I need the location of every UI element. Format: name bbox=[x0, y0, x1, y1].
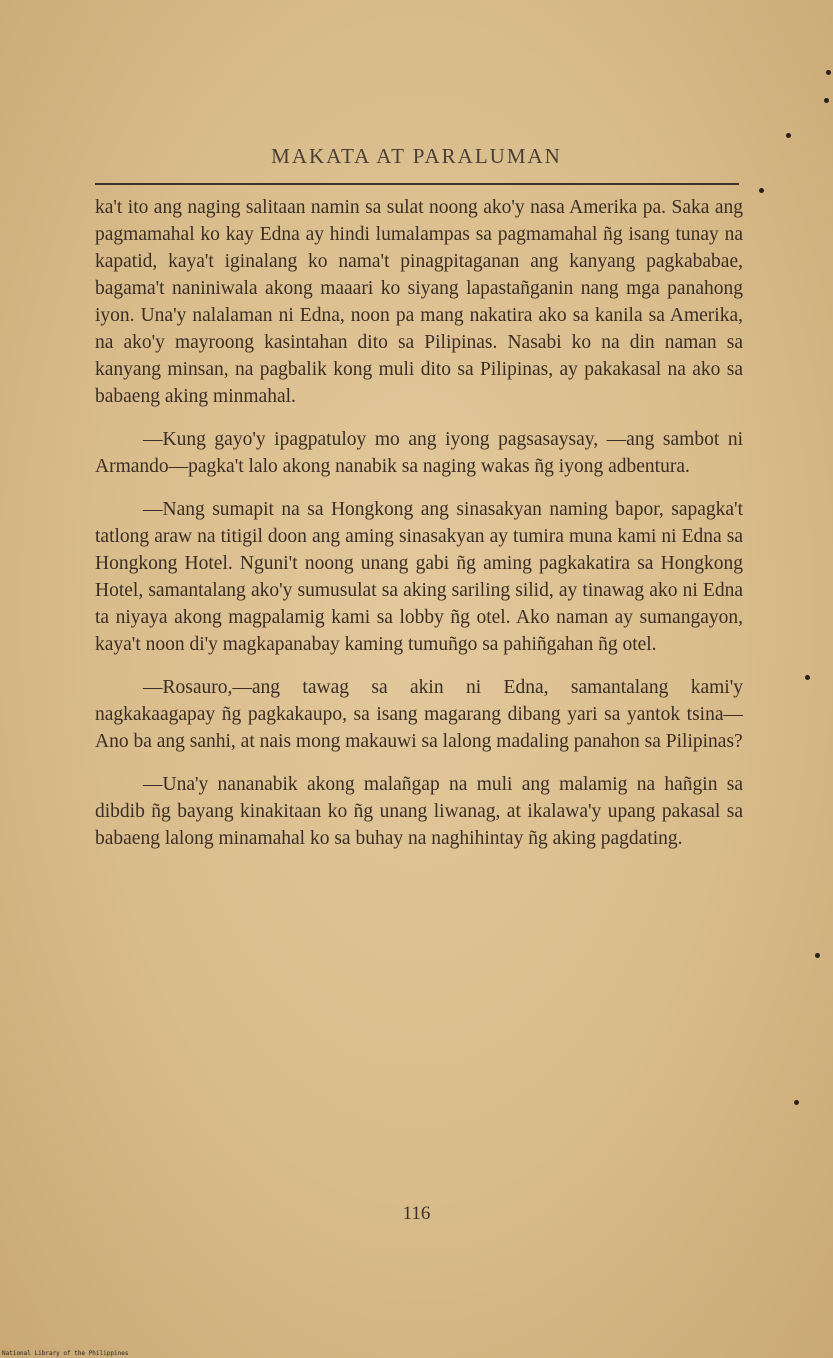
page-number: 116 bbox=[402, 1203, 431, 1224]
scan-speck bbox=[794, 1100, 799, 1105]
page-body bbox=[95, 194, 743, 868]
paragraph-1: ka't ito ang naging salitaan namin sa sulat noong ako'y nasa Amerika pa. Saka ang pagmamahal ko kay Edna ay hindi lumalampas sa pagmamahal ñg isang tunay na kapatid, kaya't iginalang ko nama't pinagpitaganan ang kanyang pagkababae, bagama't naniniwala akong maaari ko siyang lapastañganin nang mga panahong iyon. Una'y nalalaman ni Edna, noon pa mang nakatira ako sa kanila sa Amerika, na ako'y mayroong kasintahan dito sa Pilipinas. Nasabi ko na din naman sa kanyang minsan, na pagbalik kong muli dito sa Pilipinas, ay pakakasal na ako sa babaeng aking minmahal. bbox=[95, 197, 743, 407]
paragraph-4: —Rosauro,—ang tawag sa akin ni Edna, samantalang kami'y nagkakaagapay ñg pagkakaupo, sa isang magarang dibang yari sa yantok tsina—Ano ba ang sanhi, at nais mong makauwi sa lalong madaling panahon sa Pilipinas? bbox=[95, 677, 743, 752]
paragraph-2: —Kung gayo'y ipagpatuloy mo ang iyong pagsasaysay, —ang sambot ni Armando—pagka't lalo akong nanabik sa naging wakas ñg iyong adbentura. bbox=[95, 429, 743, 477]
scan-speck bbox=[826, 70, 831, 75]
scan-speck bbox=[824, 98, 829, 103]
scan-speck bbox=[759, 188, 764, 193]
footer-credit: National Library of the Philippines bbox=[2, 1350, 129, 1357]
paragraph-3: —Nang sumapit na sa Hongkong ang sinasakyan naming bapor, sapagka't tatlong araw na titigil doon ang aming sinasakyan ay tumira muna kami ni Edna sa Hongkong Hotel. Nguni't noong unang gabi ñg aming pagkakatira sa Hongkong Hotel, samantalang ako'y sumusulat sa aking sariling silid, ay tinawag ako ni Edna ta niyaya akong magpalamig kami sa lobby ñg otel. Ako naman ay sumangayon, kaya't noon di'y magkapanabay kaming tumuñgo sa pahiñgahan ñg otel. bbox=[95, 499, 743, 655]
scan-speck bbox=[786, 133, 791, 138]
scan-speck bbox=[805, 675, 810, 680]
paragraph-5: —Una'y nananabik akong malañgap na muli ang malamig na hañgin sa dibdib ñg bayang kinakitaan ko ñg unang liwanag, at ikalawa'y upang pakasal sa babaeng lalong minamahal ko sa buhay na naghihintay ñg aking pagdating. bbox=[95, 774, 743, 849]
running-header: MAKATA AT PARALUMAN bbox=[271, 144, 562, 168]
header-rule bbox=[95, 183, 739, 185]
scan-speck bbox=[815, 953, 820, 958]
